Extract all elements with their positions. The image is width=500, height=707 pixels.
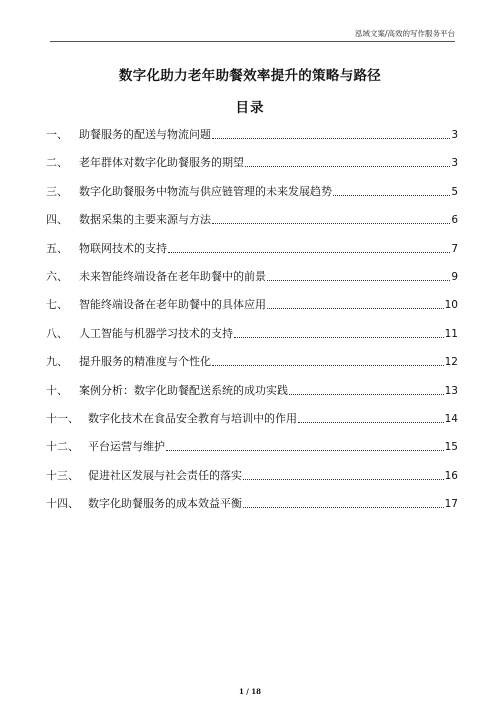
toc-dot-leader <box>245 165 450 167</box>
toc-entry[interactable] <box>46 157 458 169</box>
toc-entry-page: 16 <box>444 469 458 482</box>
header-text: 泓域文案/高效的写作服务平台 <box>354 29 455 38</box>
toc-entry-title: 助餐服务的配送与物流问题 <box>79 128 211 141</box>
toc-entry-page: 11 <box>444 327 458 340</box>
toc-dot-leader <box>267 279 450 281</box>
toc-entry[interactable] <box>46 441 458 453</box>
toc-entry-page: 15 <box>444 441 458 454</box>
toc-entry-number: 一、 <box>46 128 68 141</box>
page-header <box>50 24 455 42</box>
toc-entry[interactable] <box>46 328 458 340</box>
toc-entry-page: 3 <box>451 157 458 170</box>
toc-entry-title: 物联网技术的支持 <box>79 241 167 255</box>
toc-entry-number: 四、 <box>46 213 68 227</box>
toc-entry-number: 六、 <box>46 269 68 283</box>
toc-entry-page: 3 <box>451 129 458 141</box>
toc-entry-title: 平台运营与维护 <box>88 440 165 454</box>
toc-entry[interactable] <box>46 129 458 141</box>
toc-entry-page: 10 <box>444 299 458 312</box>
document-title: 数字化助力老年助餐效率提升的策略与路径 <box>118 68 382 84</box>
toc-entry-number: 十二、 <box>46 440 79 454</box>
toc-heading: 目录 <box>235 100 265 116</box>
toc-entry-title: 人工智能与机器学习技术的支持 <box>79 326 233 340</box>
toc-entry-page: 7 <box>451 242 458 255</box>
toc-dot-leader <box>267 307 444 309</box>
toc-dot-leader <box>212 222 450 224</box>
toc-entry-number: 五、 <box>46 241 68 255</box>
toc-entry-number: 三、 <box>46 184 68 198</box>
toc-dot-leader <box>166 449 444 451</box>
toc-entry[interactable] <box>46 271 458 283</box>
toc-entry-title: 数字化助餐服务的成本效益平衡 <box>88 497 242 511</box>
toc-dot-leader <box>243 478 444 480</box>
toc-entry-page: 17 <box>444 498 458 511</box>
toc-entry-number: 十一、 <box>46 411 79 425</box>
toc-entry-title: 数字化助餐服务中物流与供应链管理的未来发展趋势 <box>79 184 332 198</box>
toc-entry[interactable] <box>46 186 458 198</box>
toc-dot-leader <box>298 421 444 423</box>
toc-entry-number: 十、 <box>46 383 68 397</box>
toc-entry-number: 十四、 <box>46 497 79 511</box>
toc-entry-title: 数字化技术在食品安全教育与培训中的作用 <box>88 411 297 425</box>
toc-entry-title: 提升服务的精准度与个性化 <box>79 355 211 369</box>
toc-entry-page: 9 <box>451 270 458 283</box>
toc-dot-leader <box>243 506 444 508</box>
toc-entry[interactable] <box>46 385 458 397</box>
toc-entry-page: 12 <box>444 356 458 369</box>
toc-entry[interactable] <box>46 356 458 368</box>
table-of-contents <box>46 129 458 526</box>
toc-entry-title: 案例分析：数字化助餐配送系统的成功实践 <box>79 383 288 397</box>
toc-dot-leader <box>333 194 450 196</box>
toc-entry-title: 数据采集的主要来源与方法 <box>79 213 211 227</box>
toc-entry-number: 八、 <box>46 326 68 340</box>
toc-entry[interactable] <box>46 470 458 482</box>
toc-dot-leader <box>289 393 444 395</box>
toc-entry[interactable] <box>46 413 458 425</box>
toc-entry-title: 未来智能终端设备在老年助餐中的前景 <box>79 269 266 283</box>
toc-entry-title: 智能终端设备在老年助餐中的具体应用 <box>79 298 266 312</box>
page-number: 1 / 18 <box>238 687 262 696</box>
toc-entry[interactable] <box>46 498 458 510</box>
toc-dot-leader <box>212 364 444 366</box>
toc-entry-number: 二、 <box>46 156 68 170</box>
toc-entry-number: 十三、 <box>46 468 79 482</box>
toc-dot-leader <box>212 137 450 139</box>
toc-entry[interactable] <box>46 299 458 311</box>
toc-dot-leader <box>234 336 444 338</box>
toc-entry-page: 14 <box>444 412 458 425</box>
toc-entry[interactable] <box>46 214 458 226</box>
toc-entry-page: 5 <box>451 185 458 198</box>
toc-entry-title: 老年群体对数字化助餐服务的期望 <box>79 156 244 170</box>
toc-entry[interactable] <box>46 243 458 255</box>
toc-entry-page: 13 <box>444 384 458 397</box>
toc-entry-number: 七、 <box>46 298 68 312</box>
toc-entry-number: 九、 <box>46 355 68 369</box>
toc-entry-page: 6 <box>451 214 458 227</box>
toc-entry-title: 促进社区发展与社会责任的落实 <box>88 468 242 482</box>
toc-dot-leader <box>168 251 450 253</box>
